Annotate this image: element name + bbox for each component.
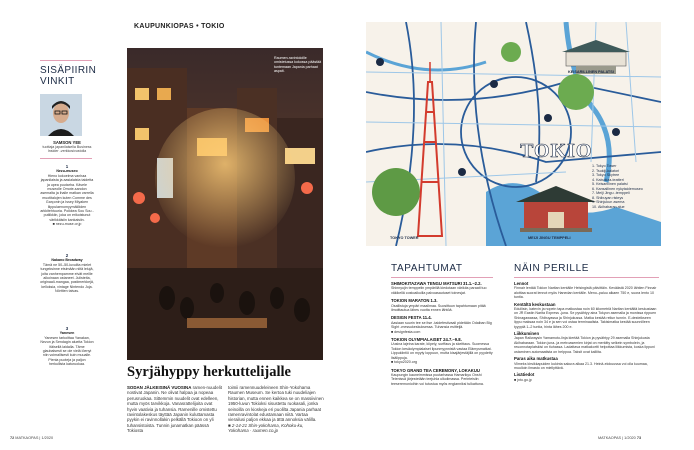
event-title: SHIMOKITAZAWA TENGU MATSURI 31.1.–2.2. — [391, 281, 482, 286]
palace-label: KEISARILLINEN PALATSI — [568, 70, 614, 74]
tip-number: 3 — [65, 326, 69, 331]
article-info: ■ 2-14-21 Shin-yokohama, Kohoku-ku, Yokohama · raumen.co.jp — [228, 422, 304, 434]
folio-left — [10, 436, 53, 440]
tip-text: Hieno kokoelma vanhaa japanilaista ja aasialaista taidetta ja upea puutarha. Kävele museolle Omote-sandon asemalta ja ihaile matkan varrella muotitalojen kuten Comme des Garçonin ja Issey Miyaken liippulaenomyymälöiden arkkitehtuuria. Poikkea Sou Sou -putiikkiin, joka on erikoistunut värikkäisiin kankaisiin. — [40, 173, 94, 222]
ramen-museum-photo — [127, 48, 323, 360]
event-text: Osallistuja ympäri maailmaa. Suosittuun tapahtumaan pitää ilmoittautua lähes vuotta ennen lähtöä. — [391, 303, 486, 313]
practical-heading: Liikkuminen — [514, 331, 540, 337]
article-headline: Syrjähyppy herkuttelijalle — [127, 364, 291, 380]
event-website: ■ designfesta.com — [391, 329, 421, 334]
practical-item — [514, 357, 659, 370]
legend-item: 4. Kabukiza-teatteri — [592, 177, 624, 182]
practical-heading: Paras aika matkustaa — [514, 356, 558, 362]
article-column-1 — [127, 385, 223, 434]
legend-item: 2. Tsukiji-kalatori — [592, 168, 620, 173]
practical-item — [514, 303, 659, 329]
tip-title: Yanesen — [59, 331, 75, 336]
legend-item: 3. Tokyo Skytree — [592, 173, 620, 177]
author-photo — [40, 94, 82, 136]
legend-item: 5. Keisarillinen palatsi — [592, 182, 628, 186]
tokyo-illustrated-map — [366, 22, 661, 246]
tip-website: ■ nezu-muse.or.jp — [52, 222, 82, 227]
event-item — [391, 369, 493, 387]
tip-nezu-museum — [40, 164, 94, 227]
page-number: 72 — [10, 436, 15, 440]
practical-heading: Kentältä keskustaan — [514, 301, 556, 307]
tip-text: Yanesen tarkoittaa Yanakan, Nezun ja Sendagin alueita Tokion itäisellä laidalla. Täme glaubalsesti se ole vielä löenyt niin voimallisesti kuin muualle. Pienia puoteja ja paljon herkullista katuruokaa. — [40, 335, 94, 367]
practical-rule — [514, 277, 659, 278]
practical-text: Finnair lentää Tokion Naritan kentälle Helsingistä päivittäin. Keväästä 2020 lähtien Finnair aloittaa suorat lennot myös Hanedan kentälle. Meno–paluu alkaen 750 e, suora lento 10 tuntia. — [514, 286, 657, 300]
sidebar-title: SISÄPIIRIN VINKIT — [40, 65, 97, 87]
practical-item — [514, 373, 659, 382]
tower-label: TOKYO TOWER — [390, 236, 419, 240]
legend-item: 6. Kansallinen nykytaidemuseo — [592, 186, 643, 191]
practical-heading: Lisätiedot — [514, 372, 535, 378]
magazine-issue: MATKAOPAS | 1/2020 — [598, 436, 636, 440]
event-item — [391, 316, 493, 334]
event-item — [391, 299, 493, 312]
map-title: TOKIO — [520, 140, 593, 162]
photo-caption: Raumen-ravintoloille omistetussa kokossa päästää tuntemaan Japania parhaat aspalt. — [274, 56, 322, 74]
article-text: toimii ramennuudeleineen Shin-Yokohama Raumen Museum. Se kertoa tuki nuudeliajen historian, mutta ennen kaikkea se on massiivinen 1950-luvun Tokioksi sisustettu ruokasali, jonka seinoilla on kioskeja eri puolilta Japania parhaat ramenravintolat edustamaan niitä. Vartaa vierailusi paljon ekkaa ja ättä annoksia välilla. — [228, 385, 324, 423]
event-title: TOKYO GRAND TEA CEREMONY, LOKAKUU — [391, 367, 480, 373]
tip-number: 1 — [65, 164, 69, 169]
event-title: TOKION OLYMPIALAISET 24.7.–9.8. — [391, 337, 462, 343]
tip-number: 2 — [65, 253, 69, 258]
event-title: DESIGN FESTA 11.4. — [391, 315, 432, 321]
event-text: Shinnyujin temppelin ympärillä kiedotaan värikäs paraati tuo väkikellä costoaikuilla palvoasautuset toinesjat. — [391, 286, 487, 295]
event-text: Aasiaan suurin tee se itse -taidefestivaali pidetään Odaiban Big Sight -messukeskuksessa. Tuhansia esitteijä. — [391, 320, 492, 330]
legend-item: 7. Meiji Jingu -temppeli — [592, 191, 630, 195]
sidebar-top-rule — [40, 60, 92, 61]
events-column — [391, 263, 493, 390]
temple-label: MEIJI JINGU TEMPPELI — [528, 236, 571, 240]
article-text: ramen-nuudelit nostivat Japanin. Ne olivat halpaa ja nopeaa perusruokaa. Sittemmin nuudelit ovat edelleen, mutta myös tarvikkoja. Vanasrattelijoita ovat hyvin vaativia ja tuhansia. Ramenille omistettu ravintolakeskus täyttää Japanin kuluttamasta pyykin ei ravinnollakin pelkällä Tokioon on yli tuhansistoista. Tunnin junamatkan päässä Tokiosta — [127, 385, 222, 434]
tip-title: Nezu-museo — [56, 169, 78, 174]
tip-text: Tämä ne 50–50-luvuilta mielet tungeksinne etsimään niitä lelujä, joita vanhempamme eivät meille aikoinaan ostaneet. Julisteita, originaali-mangaa, postimerkkejä, kelloksia, vintage Nintendo Joja. Nörttien taivas. — [40, 262, 94, 294]
legend-item: 1. Tokyo Tower — [592, 164, 617, 168]
practical-item — [514, 332, 659, 354]
getting-there-column — [514, 263, 659, 385]
tip-title: Nakano Broadway — [51, 258, 83, 263]
practical-text: Edullisin, katevin ja nopein tapa matkustaa noin 60 kilometriä Naritan kentältä keskustaan on JR Eastin Narita Express -juna. Se pysähtyy aina Tokyon asemalla ja monissa rippuen Shinagawassa, Shibuyassa ja Shinjukussa. Matka kestää reilun tunnin. E-desteikseen lippu maksaa noin 34 e ja sen voi ostaa terminaalista. Takisimatka kestää suunnilleen tyyppiä 1–2 tuntia, hinta lähes 200 e. — [514, 307, 657, 329]
legend-item: 10. Akihabaran alue — [592, 204, 625, 209]
sidebar-rule — [40, 158, 92, 159]
events-title: TAPAHTUMAT — [391, 263, 463, 274]
author-description: tuottaja japanilaisella Business Insider -verkkosivustolla — [42, 145, 92, 154]
article-column-2 — [228, 385, 324, 434]
practical-title: NÄIN PERILLE — [514, 263, 590, 274]
practical-item — [514, 282, 659, 300]
event-website: ■ tokyo2020.org — [391, 360, 417, 365]
event-title: TOKION MARATON 1.3. — [391, 298, 438, 304]
author-name: SAMSON YEE — [53, 140, 81, 145]
tip-nakano-broadway — [40, 253, 94, 294]
tip-yanesen — [40, 326, 94, 367]
article-lead: SODAN JÄLKEISINÄ VUOSINA — [127, 385, 192, 390]
event-item — [391, 338, 493, 364]
folio-right — [598, 436, 641, 440]
practical-text: Viimeks kirsikkapuiden kukinta sakura alkaa 21.3. Heinä-elokuussa voi olla kuumaa, muulloin ilmasto on miellyttävä. — [514, 361, 648, 370]
page-number: 73 — [636, 436, 642, 440]
events-rule — [391, 277, 493, 278]
legend-item: 8. Shibuyan risteys — [592, 195, 624, 200]
event-text: Uusina lajeina karate, kiipely, surffaus ja skeittaus. Suomessa Tokion kesäolympialaiset lipunmyynnistä vastaa Elämysmatkat. Lippukiintiö on myyty loppuun, mutta kisajärjestäjillä on pyydetty lisälippuja. — [391, 342, 493, 360]
magazine-issue: MATKAOPAS | 1/2020 — [15, 436, 54, 440]
insider-tips-sidebar — [36, 52, 96, 445]
practical-text: ■ jnto.go.jp — [514, 377, 532, 382]
legend-item: 9. Shinjukun asema — [592, 200, 625, 204]
practical-heading: Lennot — [514, 281, 529, 286]
section-header: KAUPUNKIOPAS • TOKIO — [134, 23, 225, 30]
event-text: Kaupungin kauneimmissa puutarhassa Hamarikyu Onshi Teienissä järjestetään teejuhla ulkoilmassa. Perinteisiin teeseremonioihin voi tutustua myös englanniksi tulkattuna. — [391, 372, 484, 386]
map-legend — [592, 164, 658, 209]
practical-text: Japan Railwaysin Yamamoto-linja kiertää Tokion ja pysähtyy 29 asemalla Shinjukusta Akihabaraan. Tokion juna- ja metroasemien kirjat on merkitty selkein symbolein, ja reuonnotaplatskisi on tiuhassa. Ladattava matkakortti helpottaa liikkumista, koska lippuni ostaminen automaatista on helppoa. Taksit ovat kalliita. — [514, 336, 655, 354]
event-item — [391, 282, 493, 295]
